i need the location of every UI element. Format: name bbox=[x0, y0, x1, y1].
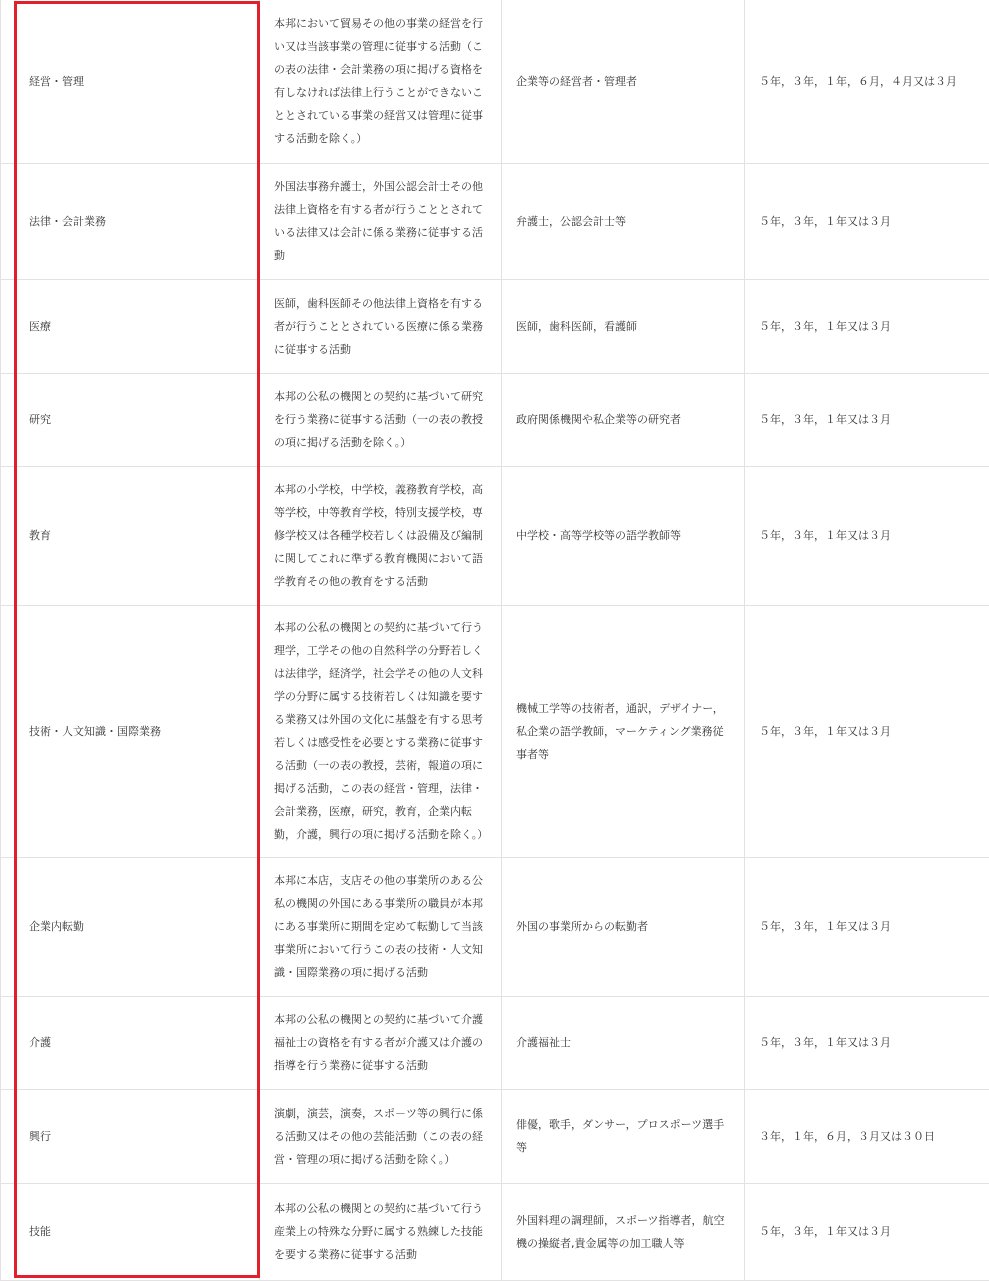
activity-cell: 本邦の公私の機関との契約に基づいて行う理学，工学その他の自然科学の分野若しくは法律学，経済学，社会学その他の人文科学の分野に属する技術若しくは知識を要する業務又は外国の文化に基盤を有する思考若しくは感受性を必要とする業務に従事する活動（一の表の教授，芸術，報道の項に掲げる活動，この表の経営・管理，法律・会計業務，医療，研究，教育，企業内転勤，介護，興行の項に掲げる活動を除く。） bbox=[260, 605, 502, 857]
status-cell: 経営・管理 bbox=[1, 0, 260, 163]
period-cell: ５年，３年，１年又は３月 bbox=[745, 466, 989, 605]
period-cell: ５年，３年，１年又は３月 bbox=[745, 996, 989, 1089]
table-row bbox=[1, 1183, 989, 1280]
period-cell: ５年，３年，１年又は３月 bbox=[745, 605, 989, 857]
table-row bbox=[1, 373, 989, 466]
activity-cell: 本邦の公私の機関との契約に基づいて研究を行う業務に従事する活動（一の表の教授の項に掲げる活動を除く。） bbox=[260, 373, 502, 466]
activity-cell: 本邦の小学校，中学校，義務教育学校，高等学校，中等教育学校，特別支援学校，専修学校又は各種学校若しくは設備及び編制に関してこれに準ずる教育機関において語学教育その他の教育をする活動 bbox=[260, 466, 502, 605]
period-cell: ５年，３年，１年又は３月 bbox=[745, 163, 989, 279]
example-cell: 外国の事業所からの転勤者 bbox=[502, 857, 745, 996]
table-row bbox=[1, 857, 989, 996]
activity-cell: 本邦の公私の機関との契約に基づいて行う産業上の特殊な分野に属する熟練した技能を要する業務に従事する活動 bbox=[260, 1183, 502, 1280]
table-row bbox=[1, 605, 989, 857]
status-cell: 研究 bbox=[1, 373, 260, 466]
table-row bbox=[1, 466, 989, 605]
table-row bbox=[1, 163, 989, 279]
example-cell: 機械工学等の技術者，通訳，デザイナー，私企業の語学教師，マーケティング業務従事者等 bbox=[502, 605, 745, 857]
example-cell: 政府関係機関や私企業等の研究者 bbox=[502, 373, 745, 466]
period-cell: ５年，３年，１年又は３月 bbox=[745, 1183, 989, 1280]
status-cell: 教育 bbox=[1, 466, 260, 605]
table-row bbox=[1, 996, 989, 1089]
status-cell: 医療 bbox=[1, 279, 260, 373]
status-cell: 技術・人文知識・国際業務 bbox=[1, 605, 260, 857]
example-cell: 企業等の経営者・管理者 bbox=[502, 0, 745, 163]
activity-cell: 外国法事務弁護士，外国公認会計士その他法律上資格を有する者が行うこととされている法律又は会計に係る業務に従事する活動 bbox=[260, 163, 502, 279]
period-cell: ５年，３年，１年又は３月 bbox=[745, 373, 989, 466]
activity-cell: 本邦に本店，支店その他の事業所のある公私の機関の外国にある事業所の職員が本邦にある事業所に期間を定めて転勤して当該事業所において行うこの表の技術・人文知識・国際業務の項に掲げる活動 bbox=[260, 857, 502, 996]
activity-cell: 演劇，演芸，演奏，スポ－ツ等の興行に係る活動又はその他の芸能活動（この表の経営・管理の項に掲げる活動を除く。） bbox=[260, 1089, 502, 1183]
table-row bbox=[1, 279, 989, 373]
status-cell: 技能 bbox=[1, 1183, 260, 1280]
table-row bbox=[1, 1089, 989, 1183]
example-cell: 弁護士，公認会計士等 bbox=[502, 163, 745, 279]
period-cell: ５年，３年，１年又は３月 bbox=[745, 279, 989, 373]
status-cell: 法律・会計業務 bbox=[1, 163, 260, 279]
period-cell: ５年，３年，１年又は３月 bbox=[745, 857, 989, 996]
activity-cell: 医師，歯科医師その他法律上資格を有する者が行うこととされている医療に係る業務に従事する活動 bbox=[260, 279, 502, 373]
example-cell: 医師，歯科医師，看護師 bbox=[502, 279, 745, 373]
example-cell: 俳優，歌手，ダンサー，プロスポーツ選手等 bbox=[502, 1089, 745, 1183]
period-cell: ３年，１年，６月，３月又は３０日 bbox=[745, 1089, 989, 1183]
status-cell: 介護 bbox=[1, 996, 260, 1089]
example-cell: 中学校・高等学校等の語学教師等 bbox=[502, 466, 745, 605]
status-cell: 興行 bbox=[1, 1089, 260, 1183]
table-row bbox=[1, 0, 989, 163]
activity-cell: 本邦の公私の機関との契約に基づいて介護福祉士の資格を有する者が介護又は介護の指導を行う業務に従事する活動 bbox=[260, 996, 502, 1089]
period-cell: ５年，３年，１年，６月，４月又は３月 bbox=[745, 0, 989, 163]
example-cell: 介護福祉士 bbox=[502, 996, 745, 1089]
status-cell: 企業内転勤 bbox=[1, 857, 260, 996]
activity-cell: 本邦において貿易その他の事業の経営を行い又は当該事業の管理に従事する活動（この表の法律・会計業務の項に掲げる資格を有しなければ法律上行うことができないこととされている事業の経営又は管理に従事する活動を除く。） bbox=[260, 0, 502, 163]
example-cell: 外国料理の調理師，スポーツ指導者，航空機の操縦者,貴金属等の加工職人等 bbox=[502, 1183, 745, 1280]
